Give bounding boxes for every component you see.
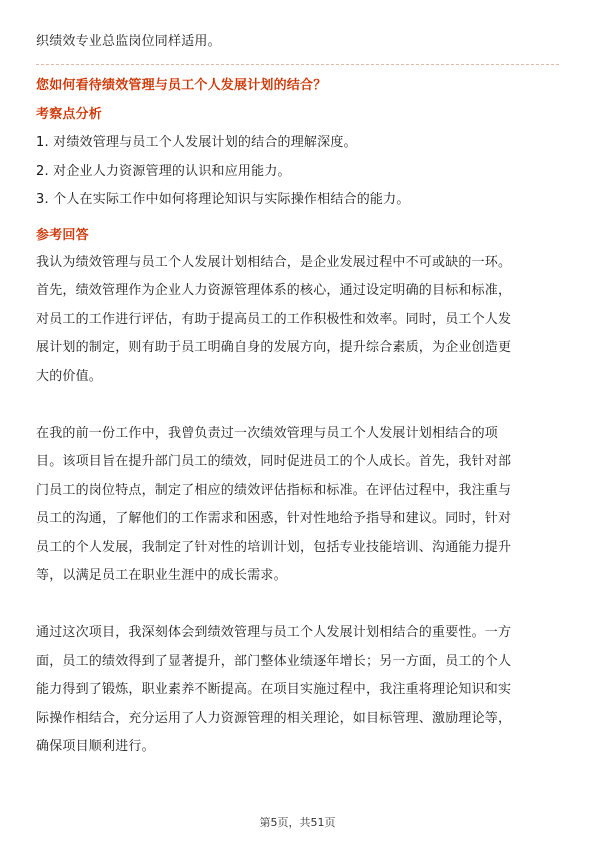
answer-paragraph-3-line: 能力得到了锻炼，职业素养不断提高。在项目实施过程中，我注重将理论知识和实	[36, 682, 512, 697]
analysis-item: 3. 个人在实际工作中如何将理论知识与实际操作相结合的能力。	[36, 192, 410, 207]
answer-paragraph-1-line: 对员工的工作进行评估，有助于提高员工的工作积极性和效率。同时，员工个人发	[36, 312, 512, 327]
answer-paragraph-1-line: 我认为绩效管理与员工个人发展计划相结合，是企业发展过程中不可或缺的一环。	[36, 255, 512, 270]
answer-paragraph-2-line: 目。该项目旨在提升部门员工的绩效，同时促进员工的个人成长。首先，我针对部	[36, 454, 512, 469]
analysis-item: 2. 对企业人力资源管理的认识和应用能力。	[36, 164, 291, 179]
section-divider	[36, 64, 559, 65]
continuation-text: 织绩效专业总监岗位同样适用。	[36, 34, 221, 49]
answer-paragraph-2-line: 等，以满足员工在职业生涯中的成长需求。	[36, 568, 287, 583]
answer-paragraph-1-line: 首先，绩效管理作为企业人力资源管理体系的核心，通过设定明确的目标和标准，	[36, 283, 512, 298]
analysis-heading: 考察点分析	[36, 107, 103, 122]
analysis-item: 1. 对绩效管理与员工个人发展计划的结合的理解深度。	[36, 135, 357, 150]
page-number: 第5页，共51页	[259, 816, 336, 829]
answer-heading: 参考回答	[36, 228, 89, 243]
answer-paragraph-2-line: 员工的个人发展，我制定了针对性的培训计划，包括专业技能培训、沟通能力提升	[36, 540, 512, 555]
answer-paragraph-3-line: 通过这次项目，我深刻体会到绩效管理与员工个人发展计划相结合的重要性。一方	[36, 625, 512, 640]
question-heading: 您如何看待绩效管理与员工个人发展计划的结合？	[36, 78, 327, 93]
answer-paragraph-3-line: 际操作相结合，充分运用了人力资源管理的相关理论，如目标管理、激励理论等，	[36, 711, 512, 726]
answer-paragraph-1-line: 大的价值。	[36, 369, 103, 384]
answer-paragraph-3-line: 面，员工的绩效得到了显著提升，部门整体业绩逐年增长；另一方面，员工的个人	[36, 654, 512, 669]
answer-paragraph-2-line: 在我的前一份工作中，我曾负责过一次绩效管理与员工个人发展计划相结合的项	[36, 426, 499, 441]
answer-paragraph-1-line: 展计划的制定，则有助于员工明确自身的发展方向，提升综合素质，为企业创造更	[36, 340, 512, 355]
answer-paragraph-2-line: 员工的沟通，了解他们的工作需求和困惑，针对性地给予指导和建议。同时，针对	[36, 511, 512, 526]
answer-paragraph-2-line: 门员工的岗位特点，制定了相应的绩效评估指标和标准。在评估过程中，我注重与	[36, 483, 512, 498]
answer-paragraph-3-line: 确保项目顺利进行。	[36, 739, 155, 754]
